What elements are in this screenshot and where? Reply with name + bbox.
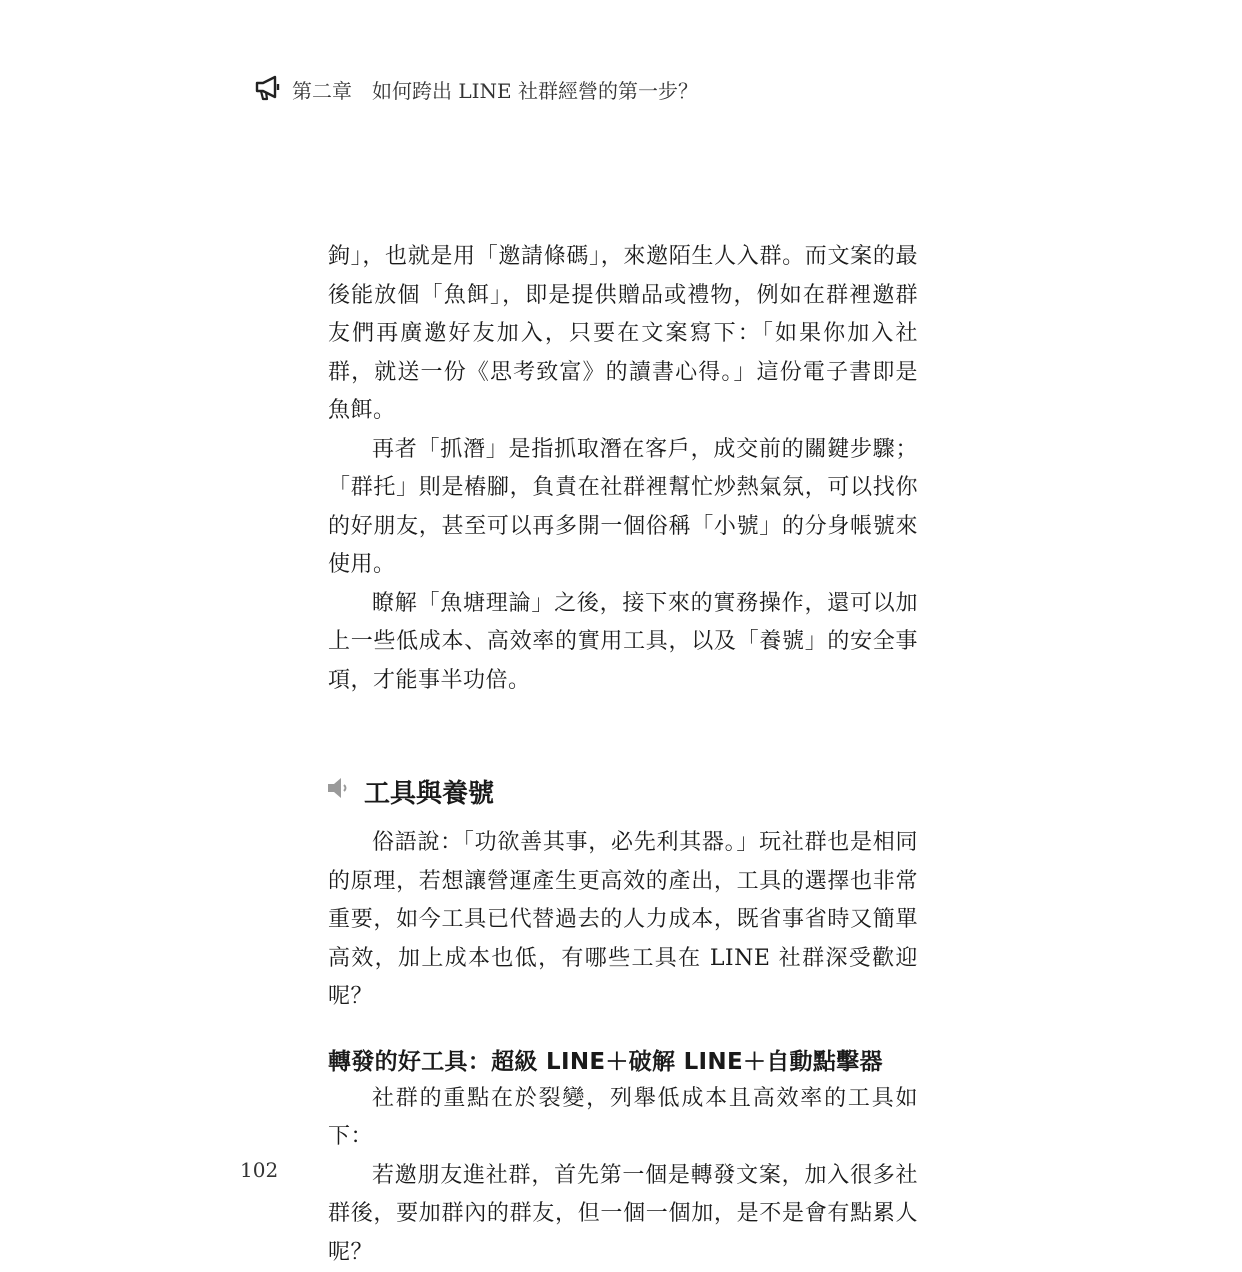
running-header [254,72,698,107]
page-number: 102 [240,1158,278,1182]
speaker-icon [326,775,352,808]
paragraph: 俗語說：「功欲善其事，必先利其器。」玩社群也是相同的原理，若想讓營運產生更高效的產出，工具的選擇也非常重要，如今工具已代替過去的人力成本，既省事省時又簡單高效，加上成本也低，有哪些工具在 LINE 社群深受歡迎呢？ [328,824,918,1017]
page-body [328,238,918,1272]
paragraph: 社群的重點在於裂變，列舉低成本且高效率的工具如下： [328,1080,918,1157]
paragraph: 再者「抓潛」是指抓取潛在客戶，成交前的關鍵步驟；「群托」則是樁腳，負責在社群裡幫忙炒熱氣氛，可以找你的好朋友，甚至可以再多開一個俗稱「小號」的分身帳號來使用。 [328,431,918,585]
subsection-heading: 轉發的好工具：超級 LINE＋破解 LINE＋自動點擊器 [328,1043,918,1076]
section-title: 工具與養號 [364,773,494,810]
megaphone-icon [254,72,284,107]
chapter-title: 第二章 如何跨出 LINE 社群經營的第一步？ [292,75,698,104]
section-heading [326,768,918,814]
paragraph: 瞭解「魚塘理論」之後，接下來的實務操作，還可以加上一些低成本、高效率的實用工具，以及「養號」的安全事項，才能事半功倍。 [328,585,918,701]
paragraph: 鉤」，也就是用「邀請條碼」，來邀陌生人入群。而文案的最後能放個「魚餌」，即是提供贈品或禮物，例如在群裡邀群友們再廣邀好友加入，只要在文案寫下：「如果你加入社群，就送一份《思考致富》的讀書心得。」這份電子書即是魚餌。 [328,238,918,431]
paragraph: 若邀朋友進社群，首先第一個是轉發文案，加入很多社群後，要加群內的群友，但一個一個加，是不是會有點累人呢？ [328,1157,918,1272]
